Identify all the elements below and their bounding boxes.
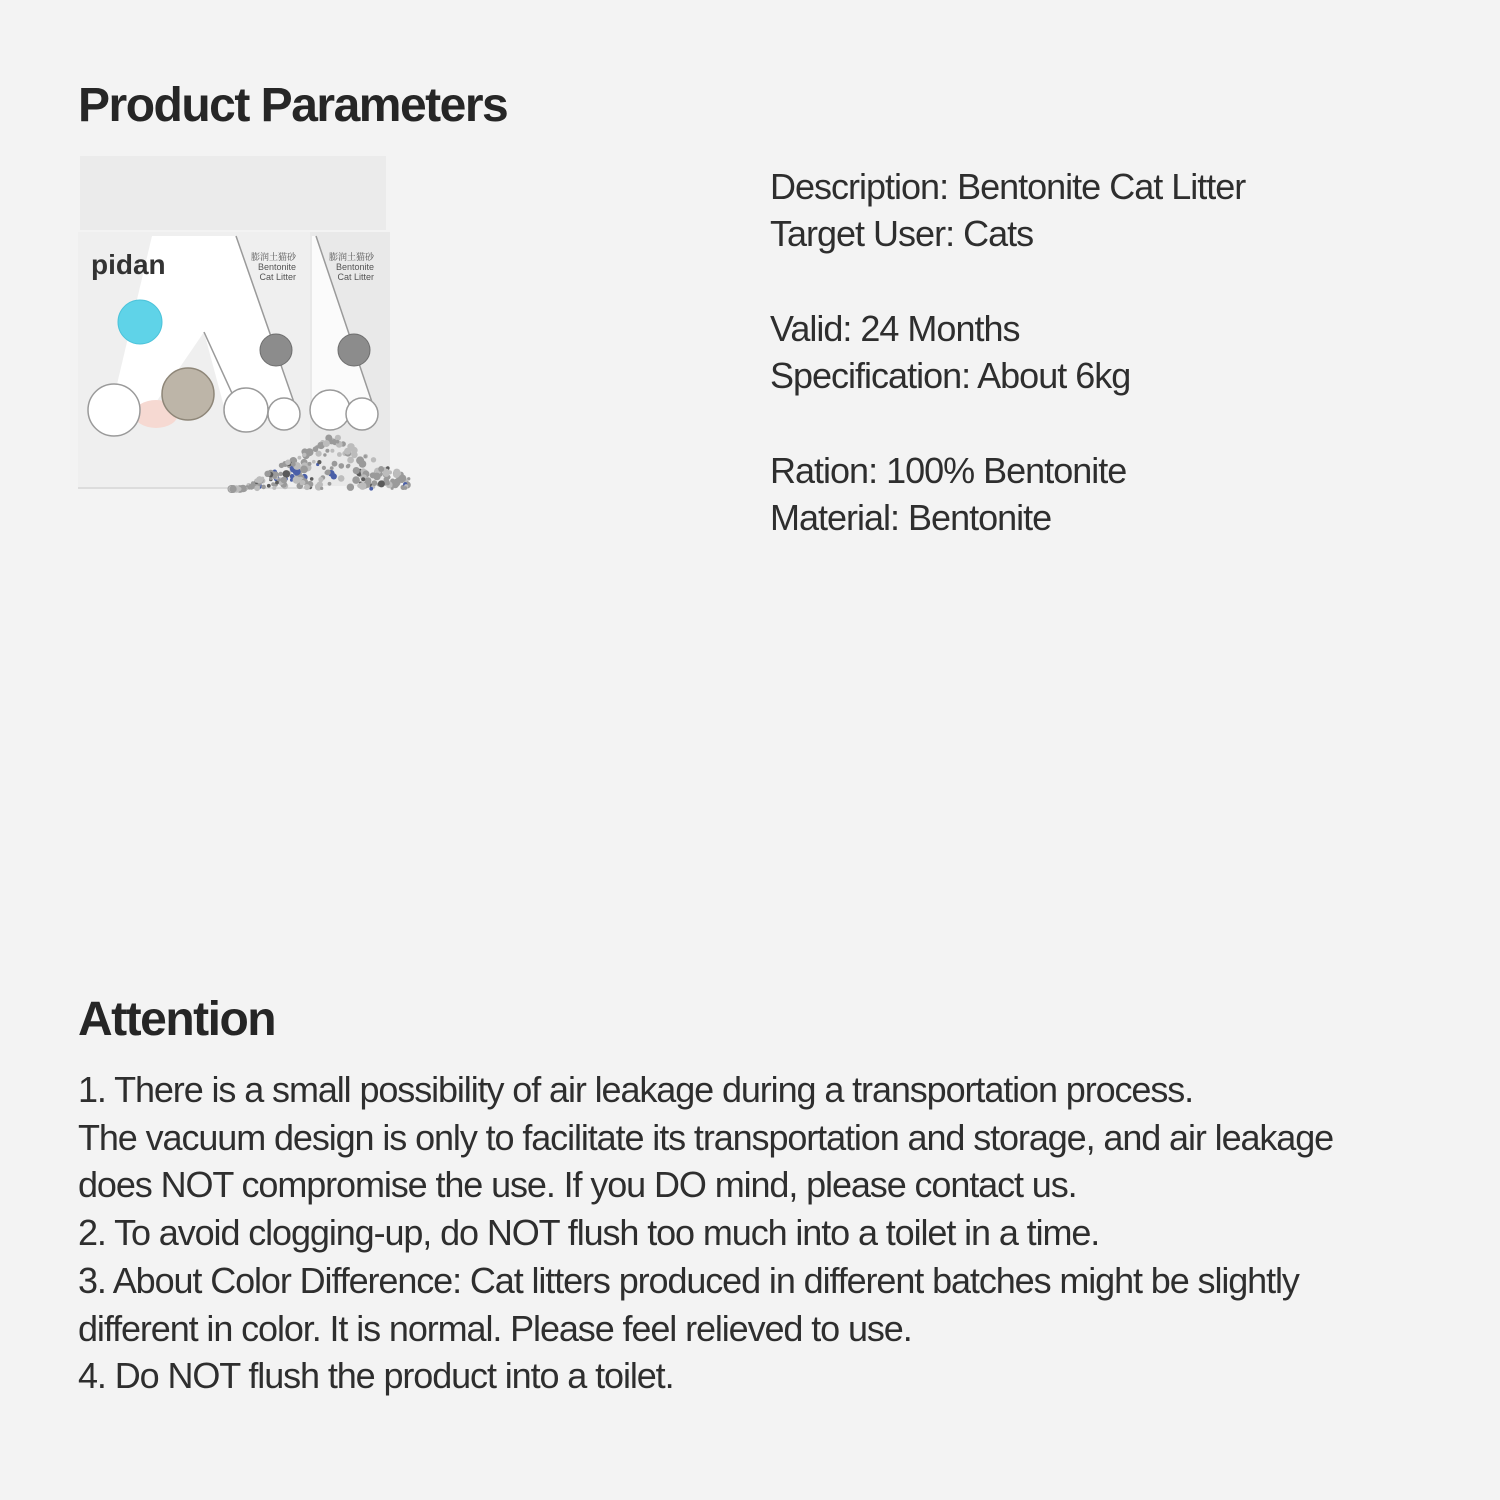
attention-line: 3. About Color Difference: Cat litters produced in different batches might be slightly bbox=[78, 1259, 1299, 1301]
attention-line: different in color. It is normal. Please feel relieved to use. bbox=[78, 1307, 912, 1349]
product-parameters-heading: Product Parameters bbox=[78, 79, 508, 132]
product-image bbox=[76, 152, 416, 512]
blue-dot bbox=[118, 300, 162, 344]
parameter-line: Target User: Cats bbox=[770, 213, 1034, 254]
svg-text:Cat Litter: Cat Litter bbox=[337, 272, 374, 282]
attention-line: 2. To avoid clogging-up, do NOT flush too much into a toilet in a time. bbox=[78, 1212, 1100, 1254]
parameter-group bbox=[770, 305, 1470, 399]
product-parameters-list bbox=[770, 163, 1470, 589]
svg-text:Cat Litter: Cat Litter bbox=[259, 272, 296, 282]
attention-heading: Attention bbox=[78, 993, 276, 1046]
parameter-group bbox=[770, 163, 1470, 257]
attention-line: 4. Do NOT flush the product into a toilet. bbox=[78, 1355, 674, 1397]
attention-notes bbox=[78, 1066, 1468, 1400]
parameter-line: Material: Bentonite bbox=[770, 497, 1052, 538]
svg-text:膨润土猫砂: 膨润土猫砂 bbox=[250, 253, 296, 263]
attention-line: does NOT compromise the use. If you DO mind, please contact us. bbox=[78, 1164, 1077, 1206]
parameter-group bbox=[770, 447, 1470, 541]
attention-line: The vacuum design is only to facilitate its transportation and storage, and air leakage bbox=[78, 1116, 1334, 1158]
attention-line: 1. There is a small possibility of air leakage during a transportation process. bbox=[78, 1069, 1194, 1110]
svg-text:Bentonite: Bentonite bbox=[257, 262, 296, 272]
parameter-line: Valid: 24 Months bbox=[770, 308, 1020, 349]
parameter-line: Specification: About 6kg bbox=[770, 355, 1131, 396]
svg-text:膨润土猫砂: 膨润土猫砂 bbox=[328, 253, 374, 263]
parameter-line: Description: Bentonite Cat Litter bbox=[770, 166, 1246, 207]
brand-logo: pidan bbox=[91, 249, 166, 280]
parameter-line: Ration: 100% Bentonite bbox=[770, 450, 1127, 491]
cat-litter-packages-illustration bbox=[76, 152, 416, 512]
svg-text:Bentonite: Bentonite bbox=[335, 262, 374, 272]
